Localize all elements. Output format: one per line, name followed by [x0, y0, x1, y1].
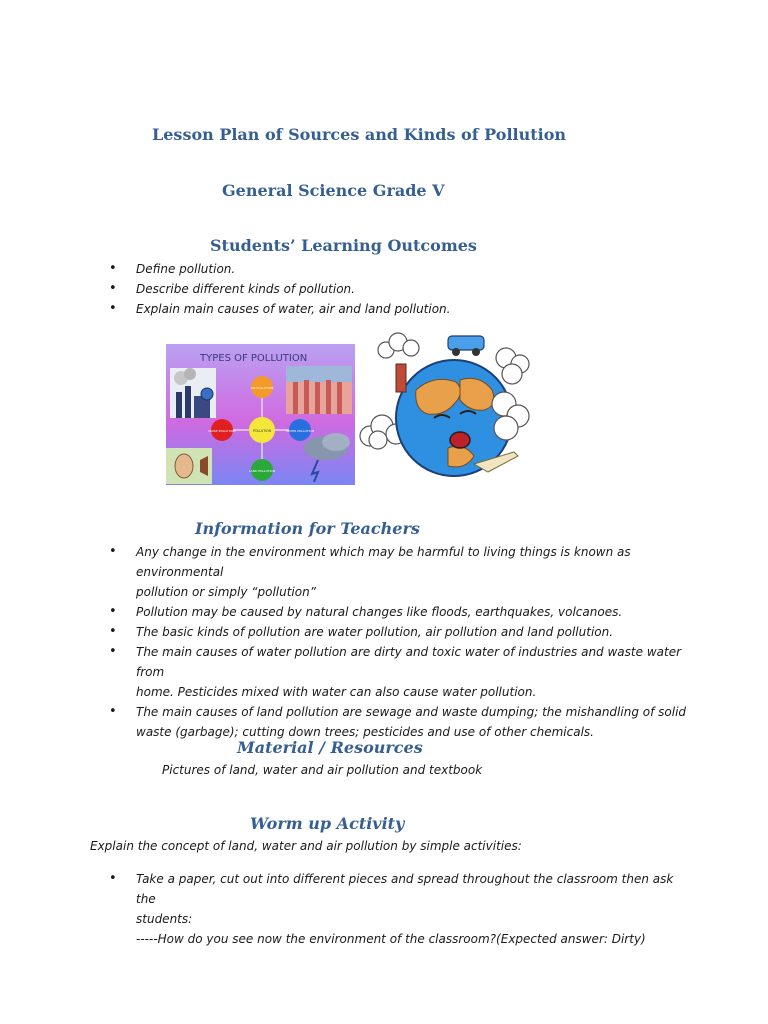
- list-item: • Take a paper, cut out into different pieces and spread throughout the classroom then ask the students: -----How do you see now the environment of the classroom?(Expected answer: Dirty): [136, 869, 696, 949]
- figure-heading: TYPES OF POLLUTION: [200, 353, 308, 364]
- activity-heading: Worm up Activity: [250, 814, 405, 833]
- node-label: NOISE POLLUTION: [208, 429, 236, 433]
- list-item: • Describe different kinds of pollution.: [136, 279, 696, 299]
- node-label: AIR POLLUTION: [250, 386, 274, 390]
- material-text: Pictures of land, water and air pollution and textbook: [162, 763, 483, 777]
- slo-list: [136, 259, 696, 319]
- polluted-earth-image: [356, 328, 536, 488]
- list-item: • Any change in the environment which may be harmful to living things is known as environmental pollution or simply “pollution”: [136, 542, 696, 602]
- node-label: POLLUTION: [253, 429, 271, 433]
- material-heading: Material / Resources: [237, 738, 423, 757]
- list-item: • The main causes of water pollution are dirty and toxic water of industries and waste water from home. Pesticides mixed with water can also cause water pollution.: [136, 642, 696, 702]
- page-title: Lesson Plan of Sources and Kinds of Pollution: [152, 125, 567, 144]
- info-list: [136, 542, 696, 742]
- list-item: • The basic kinds of pollution are water pollution, air pollution and land pollution.: [136, 622, 696, 642]
- list-item: • Define pollution.: [136, 259, 696, 279]
- activity-intro: Explain the concept of land, water and air pollution by simple activities:: [90, 839, 522, 853]
- list-item: • Explain main causes of water, air and land pollution.: [136, 299, 696, 319]
- list-item: • Pollution may be caused by natural changes like floods, earthquakes, volcanoes.: [136, 602, 696, 622]
- types-of-pollution-image: [166, 344, 355, 485]
- list-item: • The main causes of land pollution are sewage and waste dumping; the mishandling of solid waste (garbage); cutting down trees; pesticides and use of other chemicals.: [136, 702, 696, 742]
- node-label: LAND POLLUTION: [248, 469, 276, 473]
- activity-list: [136, 869, 696, 949]
- info-heading: Information for Teachers: [195, 519, 420, 538]
- slo-heading: Students’ Learning Outcomes: [210, 236, 477, 255]
- page-subtitle: General Science Grade V: [222, 181, 445, 200]
- node-label: WATER POLLUTION: [285, 429, 315, 433]
